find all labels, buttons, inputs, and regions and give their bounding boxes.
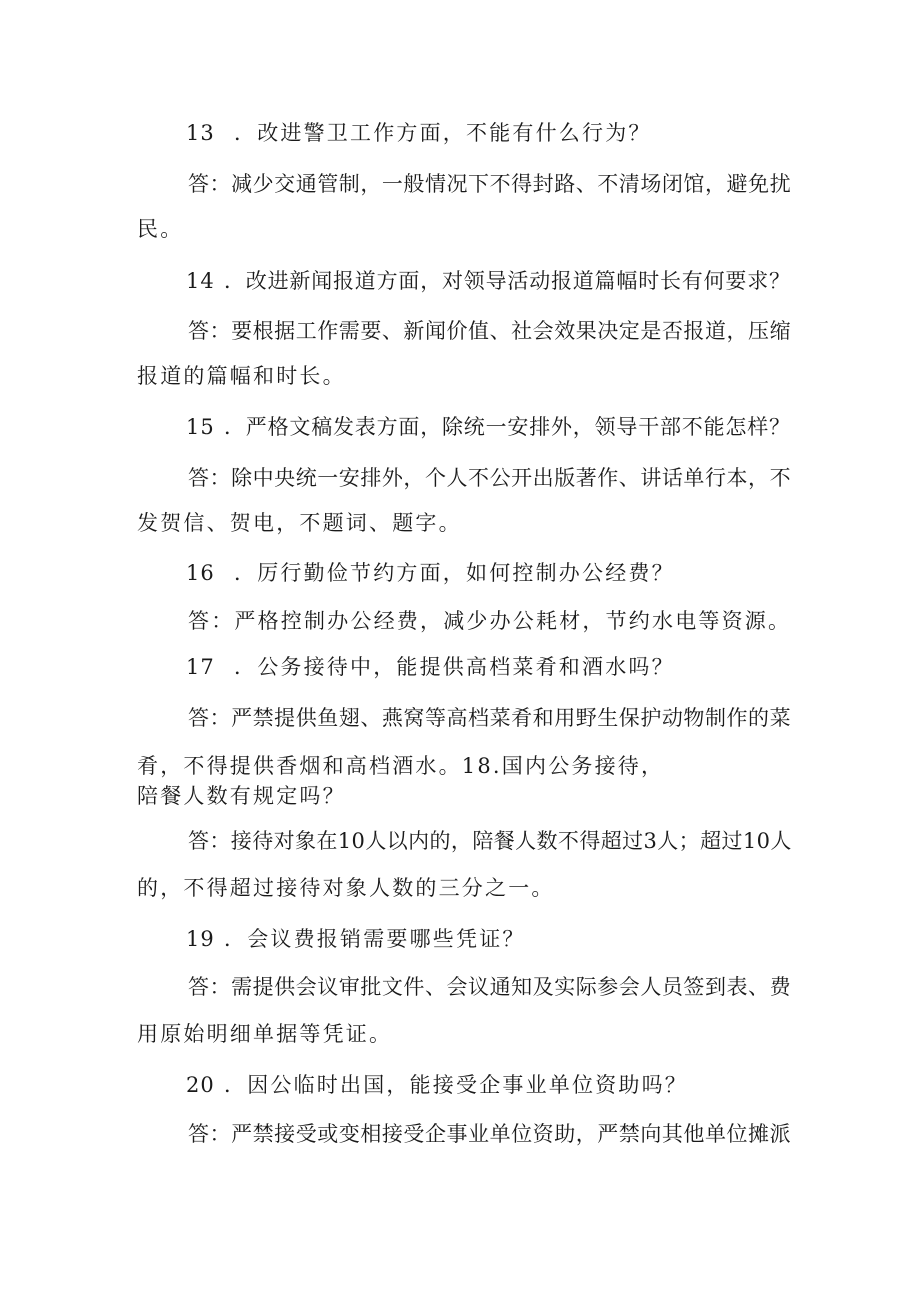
question-15 xyxy=(186,412,791,442)
question-text: ．因公临时出国，能接受企事业单位资助吗？ xyxy=(224,1073,688,1097)
question-number: 20 xyxy=(186,1073,215,1097)
answer-13-line-2: 民。 xyxy=(137,217,184,241)
answer-18-line-1: 答：接待对象在10人以内的，陪餐人数不得超过3人；超过10人 xyxy=(188,829,792,853)
question-number: 15 xyxy=(186,415,215,439)
question-number: 13 xyxy=(186,121,215,145)
question-20 xyxy=(186,1070,791,1100)
question-number: 14 xyxy=(186,269,215,293)
answer-18-line-2: 的，不得超过接待对象人数的三分之一。 xyxy=(137,876,555,900)
answer-17-line-1: 答：严禁提供鱼翅、燕窝等高档菜肴和用野生保护动物制作的菜 xyxy=(188,706,791,730)
question-text: ．会议费报销需要哪些凭证？ xyxy=(224,927,526,951)
question-19 xyxy=(186,924,791,954)
question-text: ．改进警卫工作方面，不能有什么行为？ xyxy=(234,121,652,145)
question-text: ．公务接待中，能提供高档菜肴和酒水吗？ xyxy=(234,655,675,679)
answer-19-line-1: 答：需提供会议审批文件、会议通知及实际参会人员签到表、费 xyxy=(188,975,791,999)
answer-15-line-2: 发贺信、贺电，不题词、题字。 xyxy=(137,511,462,535)
answer-14-line-2: 报道的篇幅和时长。 xyxy=(137,364,346,388)
question-number: 19 xyxy=(186,927,215,951)
question-13 xyxy=(186,118,791,148)
answer-15-line-1: 答：除中央统一安排外，个人不公开出版著作、讲话单行本，不 xyxy=(188,466,791,490)
answer-17-line-2: 肴，不得提供香烟和高档酒水。18.国内公务接待， xyxy=(137,754,665,778)
answer-20-line-1: 答：严禁接受或变相接受企事业单位资助，严禁向其他单位摊派 xyxy=(188,1122,791,1146)
question-number: 17 xyxy=(186,655,215,679)
answer-14-line-1: 答：要根据工作需要、新闻价值、社会效果决定是否报道，压缩 xyxy=(188,319,791,343)
question-16 xyxy=(186,558,791,588)
question-17 xyxy=(186,652,791,682)
answer-16-line-1: 答：严格控制办公经费，减少办公耗材，节约水电等资源。 xyxy=(188,609,792,633)
question-text: ．厉行勤俭节约方面，如何控制办公经费？ xyxy=(234,561,675,585)
answer-13-line-1: 答：减少交通管制，一般情况下不得封路、不清场闭馆，避免扰 xyxy=(188,172,791,196)
question-14 xyxy=(186,266,791,296)
question-number: 16 xyxy=(186,561,215,585)
question-text: ．改进新闻报道方面，对领导活动报道篇幅时长有何要求？ xyxy=(224,269,791,293)
question-text: ．严格文稿发表方面，除统一安排外，领导干部不能怎样？ xyxy=(224,415,791,439)
question-18-line-2: 陪餐人数有规定吗？ xyxy=(137,784,346,808)
answer-19-line-2: 用原始明细单据等凭证。 xyxy=(137,1022,393,1046)
